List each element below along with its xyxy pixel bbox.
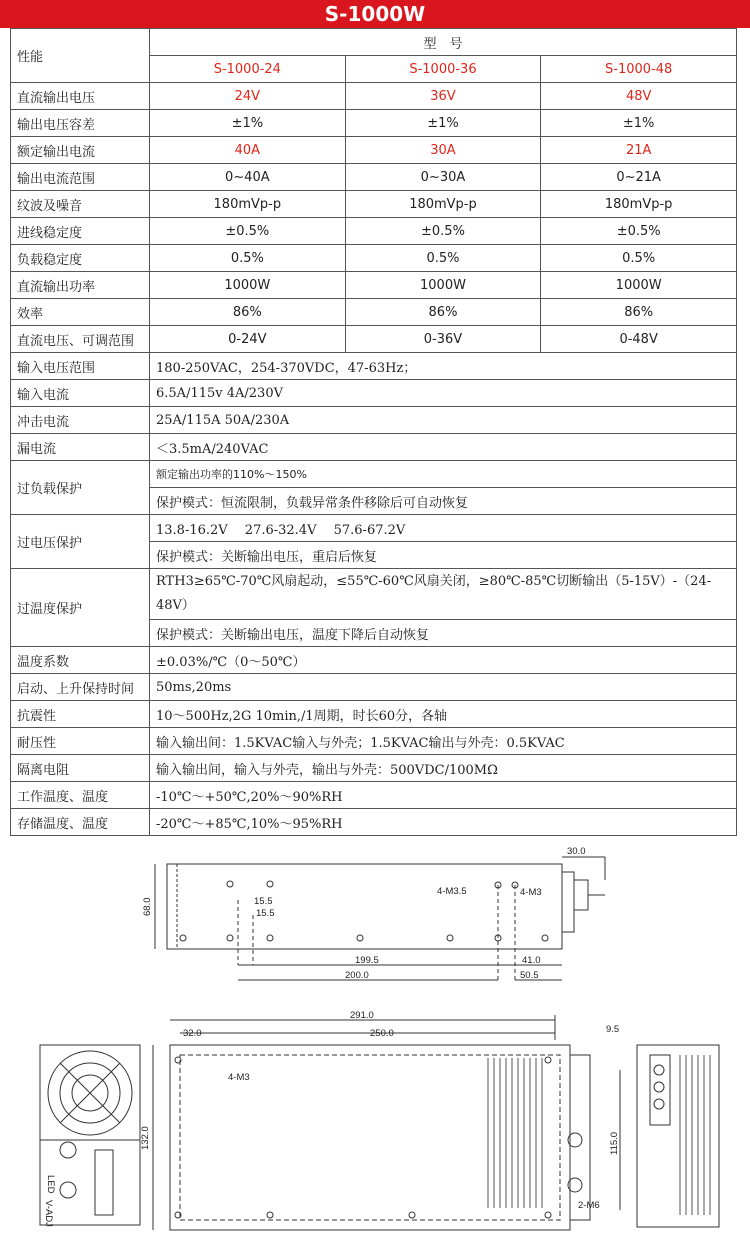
table-row bbox=[11, 809, 737, 836]
row-value: 0~21A bbox=[541, 164, 737, 191]
model-label: 型 号 bbox=[150, 29, 737, 56]
table-row bbox=[11, 701, 737, 728]
table-row bbox=[11, 218, 737, 245]
table-row bbox=[11, 326, 737, 353]
table-row bbox=[11, 674, 737, 701]
row-label: 输入电压范围 bbox=[11, 353, 150, 380]
row-label: 过负载保护 bbox=[11, 461, 150, 515]
dim-2m6: 2-M6 bbox=[578, 1200, 600, 1211]
table-row bbox=[11, 245, 737, 272]
model-cell: S-1000-24 bbox=[150, 56, 346, 83]
spec-table bbox=[10, 28, 737, 836]
dim-4m35: 4-M3.5 bbox=[437, 886, 467, 897]
row-label: 输入电流 bbox=[11, 380, 150, 407]
table-row bbox=[11, 647, 737, 674]
table-row bbox=[11, 83, 737, 110]
row-value: 10～500Hz,2G 10min,/1周期，时长60分，各轴 bbox=[150, 701, 737, 728]
row-value: 36V bbox=[345, 83, 541, 110]
table-row bbox=[11, 755, 737, 782]
row-label: 输出电流范围 bbox=[11, 164, 150, 191]
row-value: 180mVp-p bbox=[541, 191, 737, 218]
row-label: 额定输出电流 bbox=[11, 137, 150, 164]
dim-199-5: 199.5 bbox=[355, 955, 379, 966]
model-cell: S-1000-36 bbox=[345, 56, 541, 83]
row-value: -20℃～+85℃,10%～95%RH bbox=[150, 809, 737, 836]
row-label: 隔离电阻 bbox=[11, 755, 150, 782]
row-label: 过温度保护 bbox=[11, 569, 150, 647]
row-label: 负载稳定度 bbox=[11, 245, 150, 272]
row-value: 输入输出间，输入与外壳，输出与外壳：500VDC/100MΩ bbox=[150, 755, 737, 782]
table-row bbox=[11, 353, 737, 380]
label-vadj: V-ADJ bbox=[43, 1200, 54, 1227]
row-value: 1000W bbox=[541, 272, 737, 299]
row-label: 抗震性 bbox=[11, 701, 150, 728]
row-value: 保护模式：恒流限制，负载异常条件移除后可自动恢复 bbox=[150, 488, 737, 515]
table-row bbox=[11, 728, 737, 755]
row-label: 效率 bbox=[11, 299, 150, 326]
table-row bbox=[11, 299, 737, 326]
table-row bbox=[11, 407, 737, 434]
row-value: ±0.5% bbox=[150, 218, 346, 245]
row-value: ＜3.5mA/240VAC bbox=[150, 434, 737, 461]
row-label: 存储温度、温度 bbox=[11, 809, 150, 836]
table-row bbox=[11, 461, 737, 488]
page-title: S-1000W bbox=[0, 0, 750, 28]
dim-200: 200.0 bbox=[345, 970, 369, 981]
row-value: 30A bbox=[345, 137, 541, 164]
row-value: 180mVp-p bbox=[150, 191, 346, 218]
dim-30: 30.0 bbox=[567, 846, 586, 857]
dim-9-5: 9.5 bbox=[606, 1024, 620, 1035]
row-value: 13.8-16.2V 27.6-32.4V 57.6-67.2V bbox=[150, 515, 737, 542]
row-value: 24V bbox=[150, 83, 346, 110]
dim-132: 132.0 bbox=[140, 1126, 151, 1150]
row-value: 86% bbox=[150, 299, 346, 326]
row-value: 6.5A/115v 4A/230V bbox=[150, 380, 737, 407]
dim-250: 250.0 bbox=[370, 1028, 394, 1039]
row-value: ±1% bbox=[150, 110, 346, 137]
table-row bbox=[11, 110, 737, 137]
row-value: 40A bbox=[150, 137, 346, 164]
dim-41: 41.0 bbox=[522, 955, 541, 966]
row-value: 48V bbox=[541, 83, 737, 110]
dim-4m3-top: 4-M3 bbox=[520, 887, 542, 898]
dim-115: 115.0 bbox=[609, 1131, 620, 1155]
terminal-side-view bbox=[637, 1045, 719, 1227]
row-value: ±0.5% bbox=[345, 218, 541, 245]
table-row bbox=[11, 191, 737, 218]
dim-15-5-a: 15.5 bbox=[254, 896, 273, 907]
row-value: 0~40A bbox=[150, 164, 346, 191]
table-row bbox=[11, 272, 737, 299]
row-label: 冲击电流 bbox=[11, 407, 150, 434]
row-value: 保护模式：关断输出电压，温度下降后自动恢复 bbox=[150, 620, 737, 647]
table-row bbox=[11, 515, 737, 542]
row-value: 180mVp-p bbox=[345, 191, 541, 218]
table-row bbox=[11, 782, 737, 809]
table-header-row bbox=[11, 29, 737, 56]
row-label: 工作温度、温度 bbox=[11, 782, 150, 809]
performance-label: 性能 bbox=[11, 29, 150, 83]
row-value: 0-24V bbox=[150, 326, 346, 353]
row-value: ±1% bbox=[345, 110, 541, 137]
dim-68: 68.0 bbox=[142, 897, 153, 916]
row-value: 1000W bbox=[345, 272, 541, 299]
row-label: 输出电压容差 bbox=[11, 110, 150, 137]
row-value: 86% bbox=[541, 299, 737, 326]
row-value: 输入输出间：1.5KVAC输入与外壳；1.5KVAC输出与外壳：0.5KVAC bbox=[150, 728, 737, 755]
row-label: 漏电流 bbox=[11, 434, 150, 461]
row-value: 0.5% bbox=[541, 245, 737, 272]
row-value: RTH3≥65℃-70℃风扇起动，≤55℃-60℃风扇关闭，≥80℃-85℃切断输出（5-15V）-（24-48V） bbox=[150, 569, 737, 620]
table-row bbox=[11, 137, 737, 164]
row-value: 180-250VAC，254-370VDC，47-63Hz； bbox=[150, 353, 737, 380]
row-label: 直流输出电压 bbox=[11, 83, 150, 110]
label-led: LED bbox=[45, 1175, 56, 1194]
dim-32: 32.0 bbox=[183, 1028, 202, 1039]
model-cell: S-1000-48 bbox=[541, 56, 737, 83]
row-value: 86% bbox=[345, 299, 541, 326]
table-row bbox=[11, 434, 737, 461]
dim-15-5-b: 15.5 bbox=[256, 908, 275, 919]
dimension-drawing bbox=[0, 840, 750, 1243]
dim-50-5: 50.5 bbox=[520, 970, 539, 981]
row-value: 21A bbox=[541, 137, 737, 164]
row-value: ±0.5% bbox=[541, 218, 737, 245]
table-row bbox=[11, 380, 737, 407]
row-value: 保护模式：关断输出电压，重启后恢复 bbox=[150, 542, 737, 569]
table-row bbox=[11, 164, 737, 191]
row-value: 0.5% bbox=[345, 245, 541, 272]
row-value: 0.5% bbox=[150, 245, 346, 272]
row-label: 进线稳定度 bbox=[11, 218, 150, 245]
row-value: 1000W bbox=[150, 272, 346, 299]
row-label: 耐压性 bbox=[11, 728, 150, 755]
row-value: 0-36V bbox=[345, 326, 541, 353]
row-value: ±0.03%/℃（0～50℃） bbox=[150, 647, 737, 674]
top-view-outline bbox=[167, 864, 562, 949]
row-label: 温度系数 bbox=[11, 647, 150, 674]
row-value: 0~30A bbox=[345, 164, 541, 191]
row-label: 启动、上升保持时间 bbox=[11, 674, 150, 701]
row-value: 0-48V bbox=[541, 326, 737, 353]
table-row bbox=[11, 569, 737, 620]
row-label: 直流输出功率 bbox=[11, 272, 150, 299]
row-label: 纹波及噪音 bbox=[11, 191, 150, 218]
row-value: 50ms,20ms bbox=[150, 674, 737, 701]
row-value: 额定输出功率的110%～150% bbox=[150, 461, 737, 488]
row-label: 过电压保护 bbox=[11, 515, 150, 569]
row-value: ±1% bbox=[541, 110, 737, 137]
dim-291: 291.0 bbox=[350, 1010, 374, 1021]
dim-4m3-front: 4-M3 bbox=[228, 1072, 250, 1083]
row-label: 直流电压、可调范围 bbox=[11, 326, 150, 353]
row-value: 25A/115A 50A/230A bbox=[150, 407, 737, 434]
row-value: -10℃～+50℃,20%～90%RH bbox=[150, 782, 737, 809]
